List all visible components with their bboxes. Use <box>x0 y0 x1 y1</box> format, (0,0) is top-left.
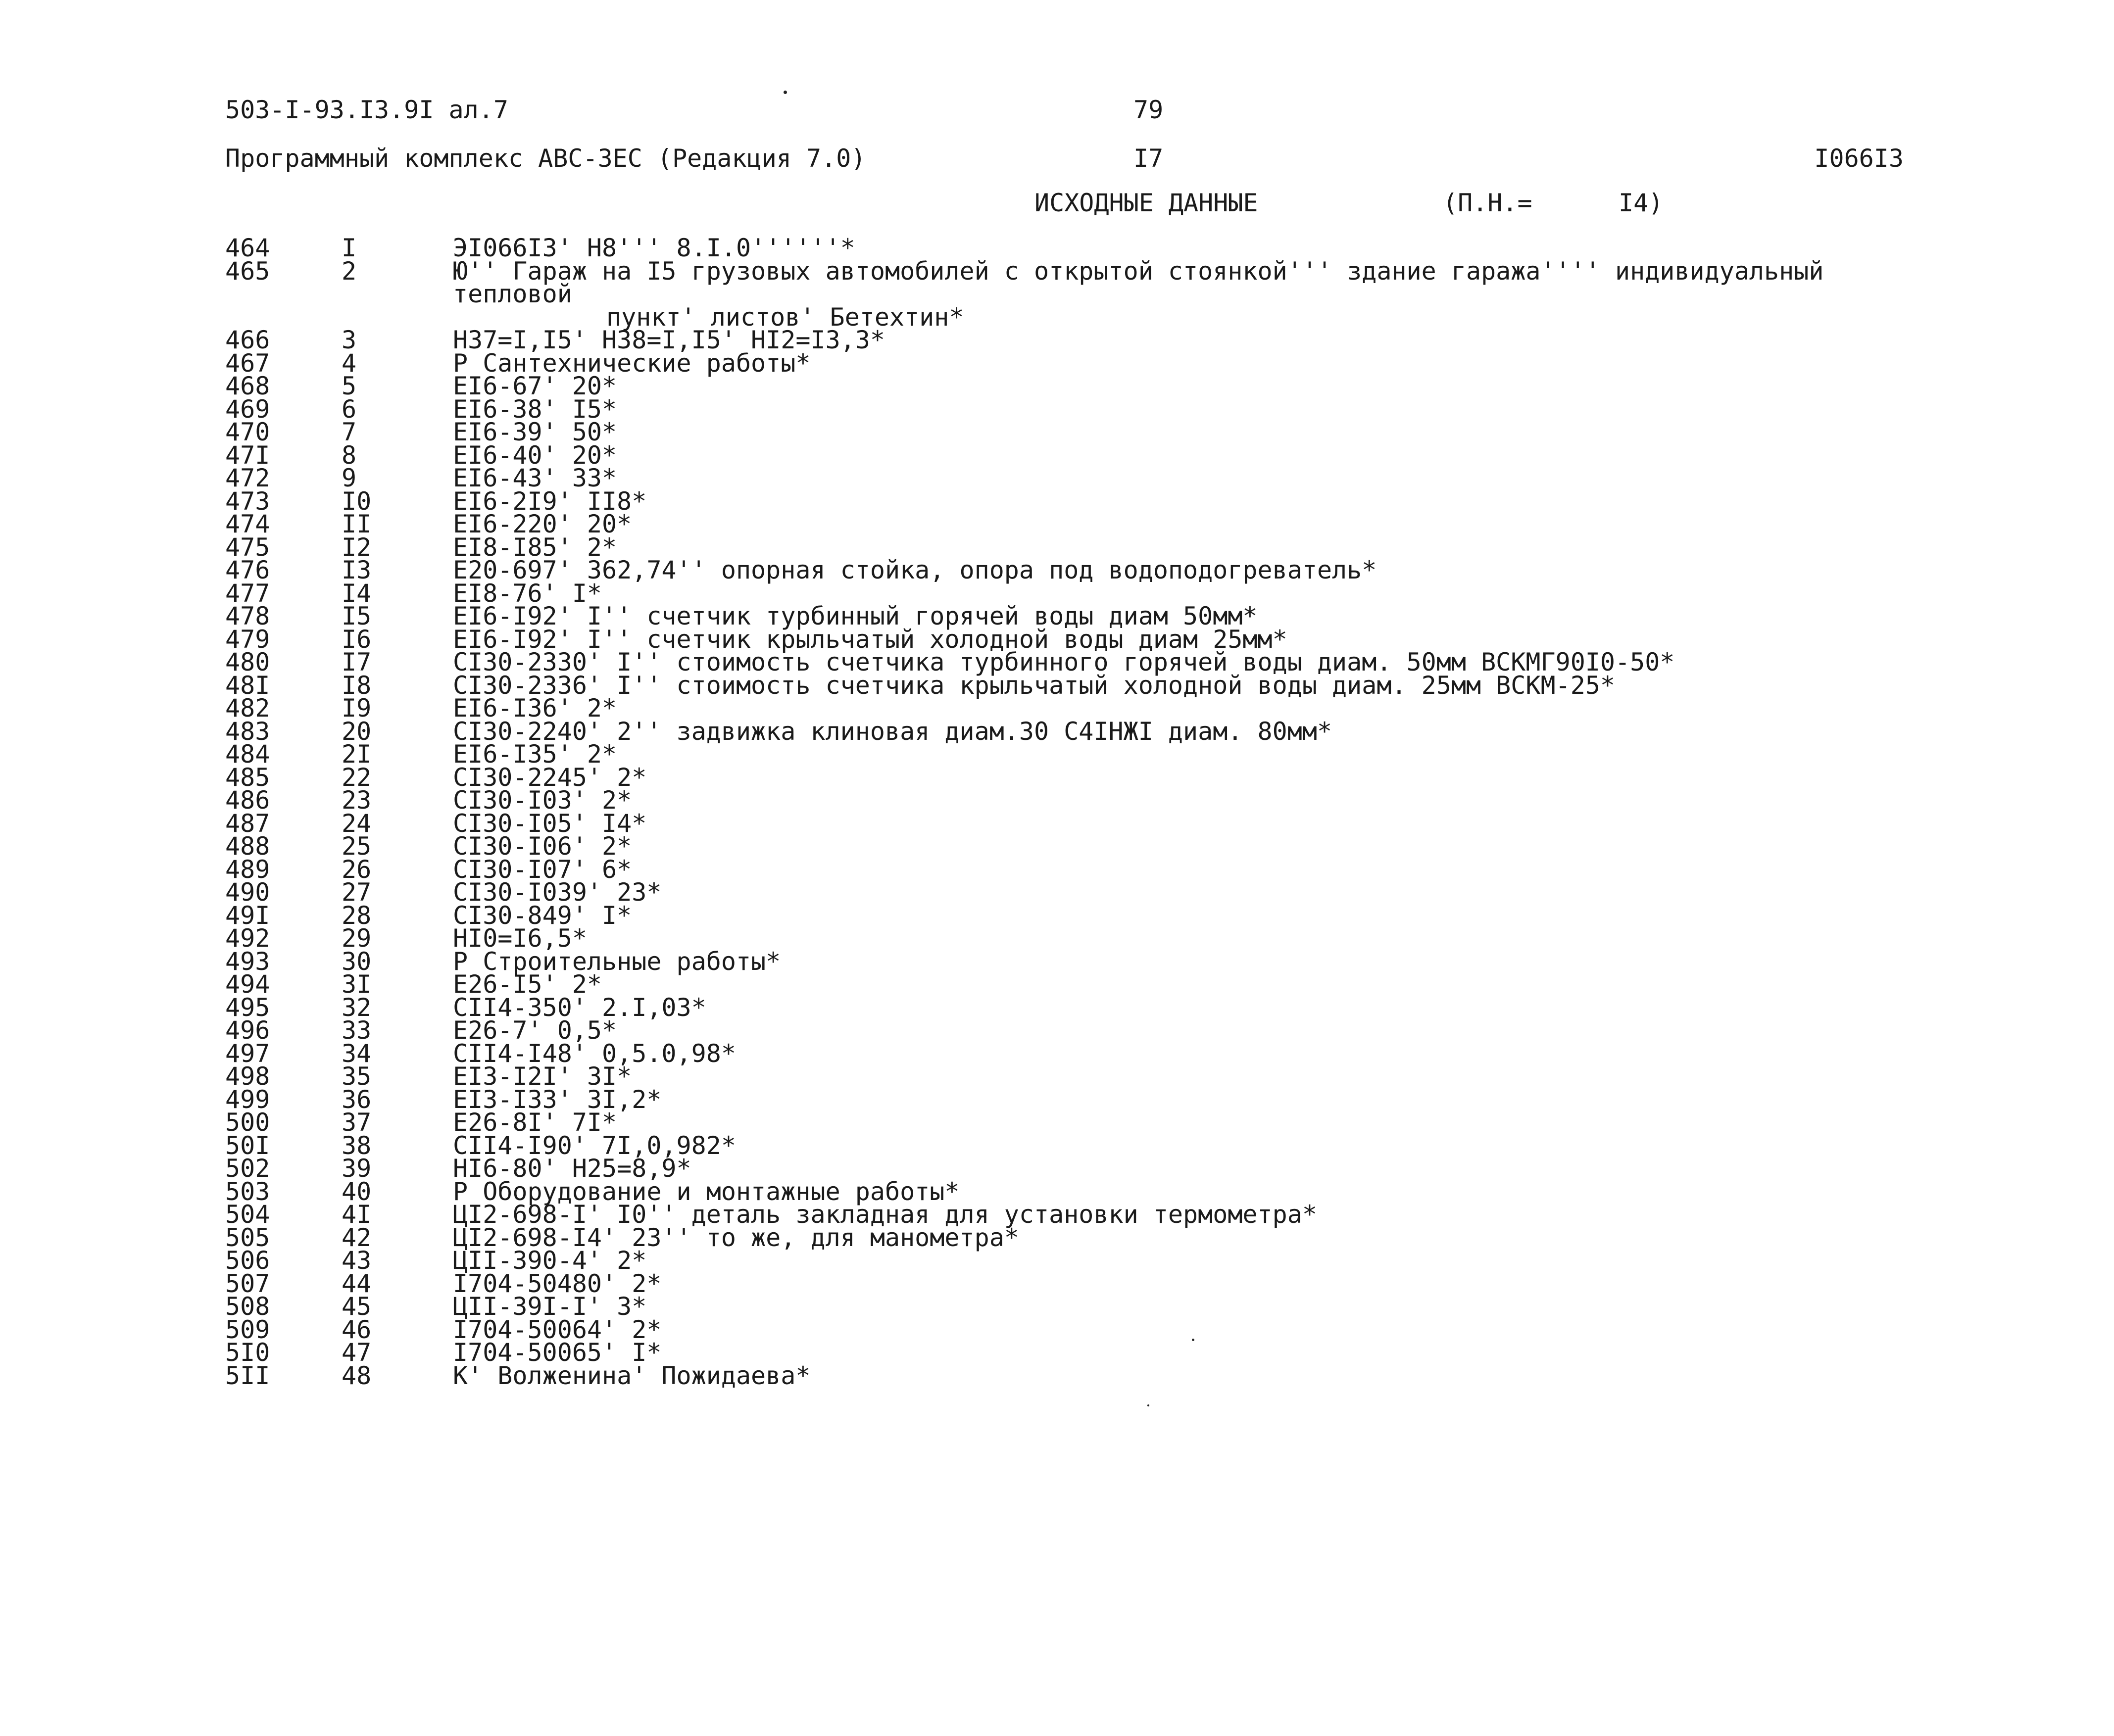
row-text <box>453 348 1908 378</box>
object-code: I066I3 <box>1814 144 1904 173</box>
row-text-line: I704-50064' 2* <box>453 1315 662 1344</box>
row-number: 473 <box>225 486 270 516</box>
row-text <box>453 1361 1908 1390</box>
row-text-line: ЦII-390-4' 2* <box>453 1246 647 1275</box>
row-number: 47I <box>225 440 270 470</box>
row-number: 5I0 <box>225 1338 270 1367</box>
row-text-line: Е20-697' 362,74'' опорная стойка, опора под водоподогреватель* <box>453 556 1377 584</box>
row-text <box>453 1062 1908 1091</box>
row-text-line: ЕI3-I2I' 3I* <box>453 1062 632 1091</box>
row-number: 495 <box>225 993 270 1022</box>
row-text-line: Е26-7' 0,5* <box>453 1016 617 1045</box>
row-text-line: ЕI6-I36' 2* <box>453 694 617 723</box>
row-number: 487 <box>225 809 270 838</box>
row-text <box>453 1246 1908 1275</box>
row-text <box>453 1039 1908 1068</box>
row-text <box>453 556 1908 584</box>
row-number: 493 <box>225 947 270 976</box>
row-number: 486 <box>225 786 270 815</box>
row-text-line: ЕI6-40' 20* <box>453 440 617 470</box>
row-sequence: 36 <box>342 1085 372 1114</box>
row-sequence: I9 <box>342 694 372 723</box>
row-sequence: 40 <box>342 1177 372 1206</box>
row-text-line: Р Оборудование и монтажные работы* <box>453 1177 960 1206</box>
row-sequence: 28 <box>342 901 372 930</box>
row-number: 488 <box>225 832 270 861</box>
row-text-line: НI6-80' Н25=8,9* <box>453 1154 691 1183</box>
row-text-continuation: пункт' листов' Бетехтин* <box>606 302 964 332</box>
row-text-line: СI30-2245' 2* <box>453 763 647 792</box>
row-text-line: Ю'' Гараж на I5 грузовых автомобилей с открытой стоянкой''' здание гаража'''' индивидуальный тепловой <box>453 256 1824 308</box>
row-text-line: СI30-I07' 6* <box>453 855 632 884</box>
row-text-line: СII4-I90' 7I,0,982* <box>453 1131 736 1160</box>
row-sequence: 7 <box>342 418 357 446</box>
sheet-number: I7 <box>1133 144 1164 173</box>
listing-row <box>225 1361 1908 1390</box>
row-text-line: ЕI8-76' I* <box>453 579 602 608</box>
row-text <box>453 717 1908 746</box>
row-text-line: ЕI6-2I9' II8* <box>453 486 647 516</box>
row-sequence: I5 <box>342 602 372 630</box>
row-number: 475 <box>225 532 270 562</box>
row-number: 502 <box>225 1154 270 1183</box>
row-sequence: 29 <box>342 924 372 953</box>
row-text <box>453 418 1908 446</box>
row-text-line: I704-50065' I* <box>453 1338 662 1367</box>
row-number: 503 <box>225 1177 270 1206</box>
row-text <box>453 440 1908 470</box>
row-sequence: 34 <box>342 1039 372 1068</box>
row-text <box>453 510 1908 538</box>
row-text <box>453 740 1908 769</box>
row-number: 49I <box>225 901 270 930</box>
source-listing <box>225 234 1908 1390</box>
row-number: 468 <box>225 372 270 400</box>
row-text-line: СI30-2336' I'' стоимость счетчика крыльчатый холодной воды диам. 25мм ВСКМ-25* <box>453 671 1615 700</box>
scan-speck <box>1147 1404 1149 1406</box>
row-text-line: СII4-350' 2.I,03* <box>453 993 706 1022</box>
row-text-line: ЦI2-698-I' I0'' деталь закладная для установки термометра* <box>453 1200 1317 1229</box>
row-sequence: 5 <box>342 372 357 400</box>
row-text <box>453 671 1908 700</box>
row-number: 504 <box>225 1200 270 1229</box>
row-sequence: 23 <box>342 786 372 815</box>
row-text-line: К' Волженина' Пожидаева* <box>453 1361 811 1390</box>
row-number: 500 <box>225 1108 270 1137</box>
row-text-line: ЕI6-39' 50* <box>453 418 617 446</box>
row-number: 499 <box>225 1085 270 1114</box>
row-text-line: ЕI6-43' 33* <box>453 464 617 492</box>
row-number: 474 <box>225 510 270 538</box>
row-number: 478 <box>225 602 270 630</box>
row-sequence: II <box>342 510 372 538</box>
row-sequence: 3 <box>342 326 357 354</box>
row-sequence: 39 <box>342 1154 372 1183</box>
row-sequence: 33 <box>342 1016 372 1045</box>
row-text-line: СI30-2240' 2'' задвижка клиновая диам.30 С4IНЖI диам. 80мм* <box>453 717 1332 746</box>
row-text <box>453 1315 1908 1344</box>
section-title: ИСХОДНЫЕ ДАННЫЕ <box>1034 189 1258 217</box>
row-sequence: 44 <box>342 1269 372 1298</box>
row-text-line: СI30-849' I* <box>453 901 632 930</box>
row-number: 472 <box>225 464 270 492</box>
row-number: 492 <box>225 924 270 953</box>
row-sequence: 2I <box>342 740 372 769</box>
row-sequence: I0 <box>342 486 372 516</box>
row-number: 480 <box>225 648 270 676</box>
row-text-line: ЕI6-220' 20* <box>453 510 632 538</box>
row-sequence: 48 <box>342 1361 372 1390</box>
row-sequence: 42 <box>342 1223 372 1252</box>
row-sequence: I7 <box>342 648 372 676</box>
row-text-line: ЭI066I3' Н8''' 8.I.0''''''* <box>453 234 855 262</box>
row-text <box>453 947 1908 976</box>
row-sequence: 30 <box>342 947 372 976</box>
row-number: 490 <box>225 878 270 907</box>
row-number: 466 <box>225 326 270 354</box>
row-number: 5II <box>225 1361 270 1390</box>
row-sequence: 45 <box>342 1292 372 1321</box>
row-text <box>453 1223 1908 1252</box>
row-number: 479 <box>225 625 270 654</box>
row-text <box>453 763 1908 792</box>
row-sequence: 27 <box>342 878 372 907</box>
row-sequence: 9 <box>342 464 357 492</box>
row-number: 506 <box>225 1246 270 1275</box>
row-sequence: 3I <box>342 970 372 999</box>
row-sequence: 37 <box>342 1108 372 1137</box>
document-code: 503-I-93.I3.9I ал.7 <box>225 96 508 124</box>
row-text <box>453 1292 1908 1321</box>
row-sequence: 26 <box>342 855 372 884</box>
row-text-line: ЕI6-I92' I'' счетчик крыльчатый холодной воды диам 25мм* <box>453 625 1287 654</box>
row-text <box>453 832 1908 861</box>
row-text-line: ЕI6-38' I5* <box>453 394 617 424</box>
row-text-line: I704-50480' 2* <box>453 1269 662 1298</box>
row-number: 489 <box>225 855 270 884</box>
row-sequence: 46 <box>342 1315 372 1344</box>
row-sequence: 25 <box>342 832 372 861</box>
listing-row <box>225 256 1908 332</box>
row-text <box>453 256 1908 332</box>
row-number: 485 <box>225 763 270 792</box>
row-number: 498 <box>225 1062 270 1091</box>
row-sequence: I2 <box>342 532 372 562</box>
pn-value: I4) <box>1619 189 1664 217</box>
row-number: 50I <box>225 1131 270 1160</box>
row-number: 484 <box>225 740 270 769</box>
row-text <box>453 993 1908 1022</box>
row-text-line: Е26-8I' 7I* <box>453 1108 617 1137</box>
row-text <box>453 809 1908 838</box>
row-sequence: 32 <box>342 993 372 1022</box>
row-text-line: СI30-I039' 23* <box>453 878 662 907</box>
row-sequence: 6 <box>342 394 357 424</box>
row-text <box>453 394 1908 424</box>
row-number: 496 <box>225 1016 270 1045</box>
scan-speck <box>1192 1339 1194 1341</box>
row-text-line: СI30-I05' I4* <box>453 809 647 838</box>
row-sequence: I4 <box>342 579 372 608</box>
row-text-line: ЕI6-I35' 2* <box>453 740 617 769</box>
row-sequence: 4 <box>342 348 357 378</box>
row-sequence: 35 <box>342 1062 372 1091</box>
row-number: 469 <box>225 394 270 424</box>
row-number: 483 <box>225 717 270 746</box>
row-sequence: I8 <box>342 671 372 700</box>
row-text-line: ЦI2-698-I4' 23'' то же, для манометра* <box>453 1223 1019 1252</box>
row-text-line: Р Сантехнические работы* <box>453 348 811 378</box>
row-text-line: ЦII-39I-I' 3* <box>453 1292 647 1321</box>
row-text-line: Р Строительные работы* <box>453 947 781 976</box>
row-text <box>453 372 1908 400</box>
page-number: 79 <box>1133 96 1164 124</box>
row-number: 505 <box>225 1223 270 1252</box>
row-number: 507 <box>225 1269 270 1298</box>
row-text-line: СI30-I06' 2* <box>453 832 632 861</box>
row-sequence: 8 <box>342 440 357 470</box>
row-text <box>453 464 1908 492</box>
scan-speck <box>784 91 787 94</box>
row-sequence: 4I <box>342 1200 372 1229</box>
row-sequence: 24 <box>342 809 372 838</box>
row-number: 482 <box>225 694 270 723</box>
row-text-line: СI30-2330' I'' стоимость счетчика турбинного горячей воды диам. 50мм ВСКМГ90I0-50* <box>453 648 1675 676</box>
row-number: 476 <box>225 556 270 584</box>
row-number: 494 <box>225 970 270 999</box>
row-number: 497 <box>225 1039 270 1068</box>
row-text <box>453 1269 1908 1298</box>
row-text-line: СII4-I48' 0,5.0,98* <box>453 1039 736 1068</box>
pn-label: (П.Н.= <box>1443 189 1532 217</box>
row-text-line: ЕI6-67' 20* <box>453 372 617 400</box>
row-sequence: I3 <box>342 556 372 584</box>
row-number: 464 <box>225 234 270 262</box>
row-sequence: I <box>342 234 357 262</box>
row-text-line: ЕI6-I92' I'' счетчик турбинный горячей воды диам 50мм* <box>453 602 1258 630</box>
row-text-line: Е26-I5' 2* <box>453 970 602 999</box>
program-title: Программный комплекс АВС-3ЕС (Редакция 7.0) <box>225 144 866 173</box>
row-sequence: 2 <box>342 256 357 286</box>
row-number: 48I <box>225 671 270 700</box>
row-text <box>453 1085 1908 1114</box>
row-sequence: I6 <box>342 625 372 654</box>
row-text-line: Н37=I,I5' Н38=I,I5' НI2=I3,3* <box>453 326 885 354</box>
row-sequence: 38 <box>342 1131 372 1160</box>
row-number: 470 <box>225 418 270 446</box>
row-text-line: СI30-I03' 2* <box>453 786 632 815</box>
row-text <box>453 901 1908 930</box>
row-text <box>453 486 1908 516</box>
row-number: 508 <box>225 1292 270 1321</box>
row-sequence: 43 <box>342 1246 372 1275</box>
row-number: 467 <box>225 348 270 378</box>
row-sequence: 22 <box>342 763 372 792</box>
row-sequence: 20 <box>342 717 372 746</box>
row-text <box>453 786 1908 815</box>
row-text <box>453 878 1908 907</box>
row-sequence: 47 <box>342 1338 372 1367</box>
row-text-line: ЕI8-I85' 2* <box>453 532 617 562</box>
row-number: 465 <box>225 256 270 286</box>
row-text <box>453 855 1908 884</box>
row-number: 477 <box>225 579 270 608</box>
row-number: 509 <box>225 1315 270 1344</box>
row-text-line: НI0=I6,5* <box>453 924 587 953</box>
row-text-line: ЕI3-I33' 3I,2* <box>453 1085 662 1114</box>
